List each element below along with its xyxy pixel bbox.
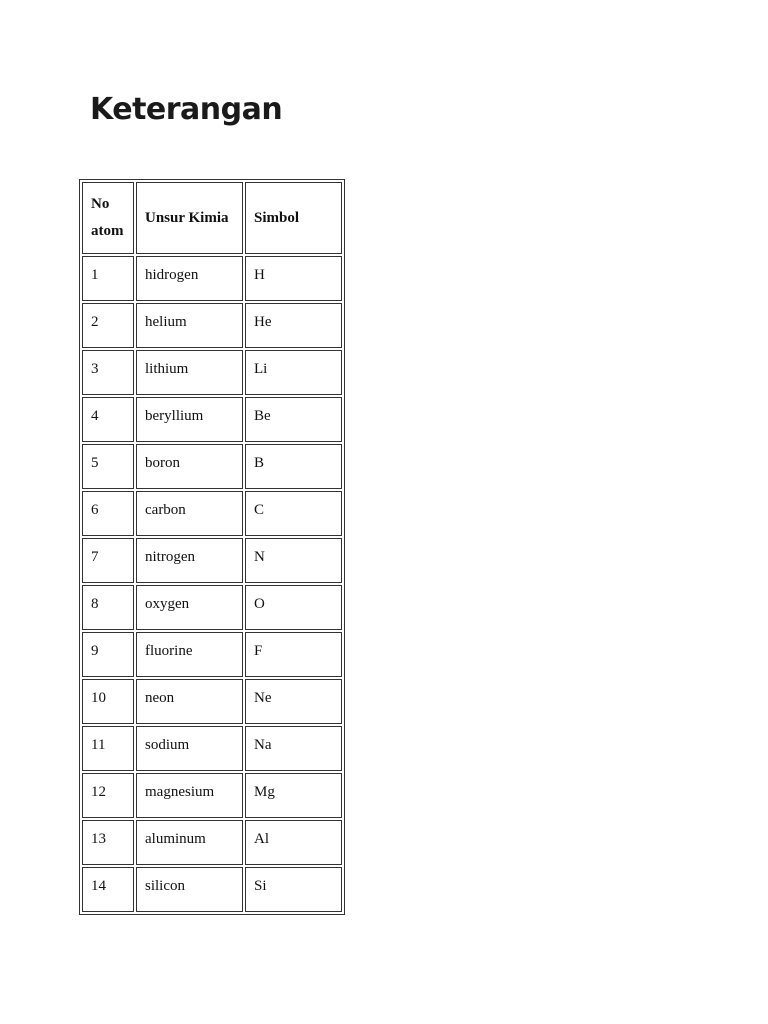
cell-simbol: H <box>245 256 342 301</box>
table-row <box>82 491 342 536</box>
cell-simbol: Li <box>245 350 342 395</box>
elements-table <box>79 179 345 915</box>
table-row <box>82 538 342 583</box>
cell-no-atom: 7 <box>82 538 134 583</box>
cell-simbol: Be <box>245 397 342 442</box>
cell-no-atom: 13 <box>82 820 134 865</box>
table-row <box>82 867 342 912</box>
cell-simbol: F <box>245 632 342 677</box>
cell-simbol: Na <box>245 726 342 771</box>
cell-unsur-kimia: nitrogen <box>136 538 243 583</box>
cell-unsur-kimia: beryllium <box>136 397 243 442</box>
cell-unsur-kimia: oxygen <box>136 585 243 630</box>
cell-unsur-kimia: lithium <box>136 350 243 395</box>
cell-simbol: Si <box>245 867 342 912</box>
table-row <box>82 350 342 395</box>
cell-unsur-kimia: sodium <box>136 726 243 771</box>
table-row <box>82 444 342 489</box>
table-body <box>82 256 342 912</box>
cell-no-atom: 5 <box>82 444 134 489</box>
cell-no-atom: 3 <box>82 350 134 395</box>
cell-no-atom: 2 <box>82 303 134 348</box>
table-row <box>82 632 342 677</box>
cell-unsur-kimia: aluminum <box>136 820 243 865</box>
cell-simbol: C <box>245 491 342 536</box>
cell-no-atom: 11 <box>82 726 134 771</box>
header-simbol: Simbol <box>245 182 342 254</box>
cell-no-atom: 6 <box>82 491 134 536</box>
cell-no-atom: 10 <box>82 679 134 724</box>
cell-no-atom: 12 <box>82 773 134 818</box>
table-row <box>82 726 342 771</box>
cell-unsur-kimia: helium <box>136 303 243 348</box>
table-row <box>82 820 342 865</box>
table-row <box>82 256 342 301</box>
table-header-row <box>82 182 342 254</box>
cell-simbol: N <box>245 538 342 583</box>
cell-unsur-kimia: neon <box>136 679 243 724</box>
cell-simbol: O <box>245 585 342 630</box>
cell-no-atom: 4 <box>82 397 134 442</box>
cell-unsur-kimia: magnesium <box>136 773 243 818</box>
cell-no-atom: 14 <box>82 867 134 912</box>
table-row <box>82 585 342 630</box>
cell-unsur-kimia: carbon <box>136 491 243 536</box>
table-row <box>82 679 342 724</box>
cell-no-atom: 8 <box>82 585 134 630</box>
table-row <box>82 773 342 818</box>
cell-simbol: Mg <box>245 773 342 818</box>
table-row <box>82 397 342 442</box>
cell-simbol: B <box>245 444 342 489</box>
cell-unsur-kimia: fluorine <box>136 632 243 677</box>
cell-simbol: Ne <box>245 679 342 724</box>
header-unsur-kimia: Unsur Kimia <box>136 182 243 254</box>
cell-no-atom: 1 <box>82 256 134 301</box>
cell-unsur-kimia: boron <box>136 444 243 489</box>
table-row <box>82 303 342 348</box>
cell-simbol: Al <box>245 820 342 865</box>
cell-no-atom: 9 <box>82 632 134 677</box>
cell-unsur-kimia: silicon <box>136 867 243 912</box>
cell-simbol: He <box>245 303 342 348</box>
header-no-atom: No atom <box>82 182 134 254</box>
page-title: Keterangan <box>90 92 283 127</box>
cell-unsur-kimia: hidrogen <box>136 256 243 301</box>
